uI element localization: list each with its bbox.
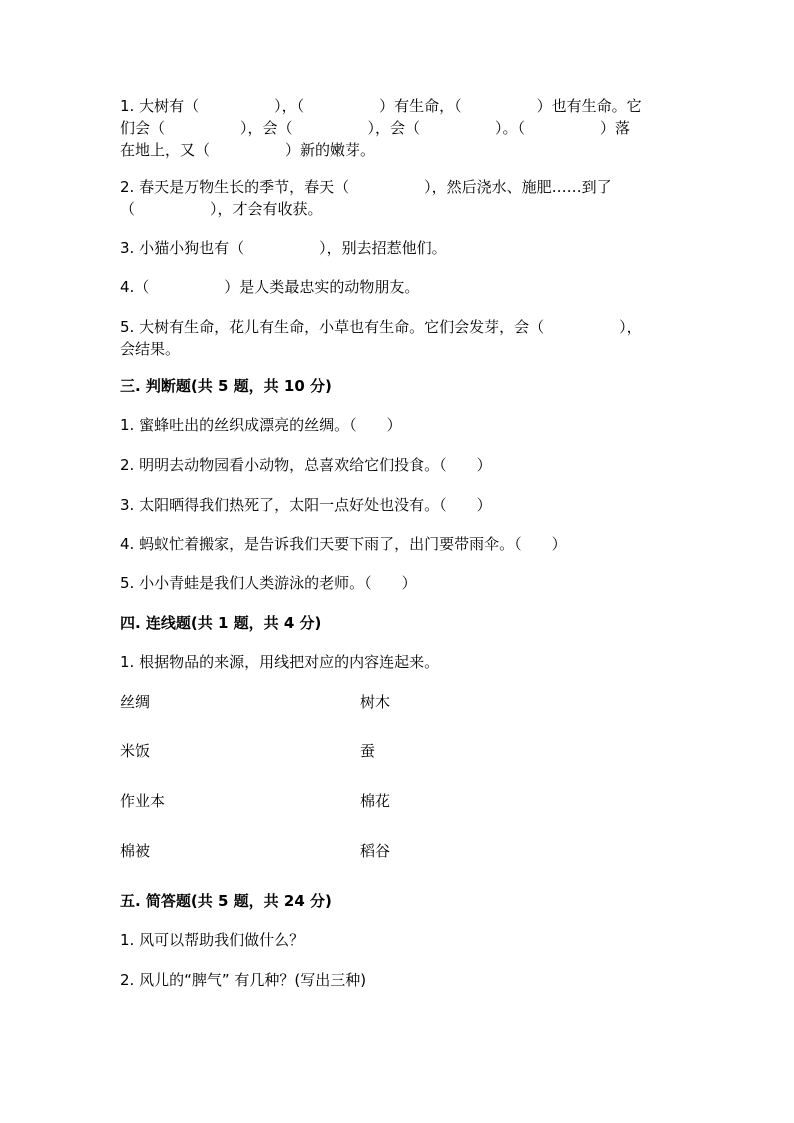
matching-heading: 四. 连线题(共 1 题，共 4 分) <box>120 614 322 632</box>
fill-q1-line1: 1. 大树有（ ），（ ）有生命，（ ）也有生命。它 <box>120 97 642 115</box>
matching-question: 1. 根据物品的来源，用线把对应的内容连起来。 <box>120 653 440 671</box>
fill-q5-line2: 会结果。 <box>120 340 181 358</box>
fill-q3: 3. 小猫小狗也有（ ），别去招惹他们。 <box>120 239 447 257</box>
matching-right-2: 蚕 <box>360 742 376 760</box>
fill-q1-line3: 在地上，又（ ）新的嫩芽。 <box>120 141 376 159</box>
fill-q5-line1: 5. 大树有生命，花儿有生命，小草也有生命。它们会发芽，会（ ）， <box>120 318 642 336</box>
judge-item-1: 1. 蜜蜂吐出的丝织成漂亮的丝绸。（ ） <box>120 416 402 434</box>
short-answer-item-2: 2. 风儿的“脾气” 有几种？(写出三种) <box>120 971 367 989</box>
matching-left-1: 丝绸 <box>120 693 151 711</box>
short-answer-item-1: 1. 风可以帮助我们做什么？ <box>120 931 305 949</box>
judge-heading: 三. 判断题(共 5 题，共 10 分) <box>120 377 332 395</box>
matching-right-3: 棉花 <box>360 792 391 810</box>
short-answer-heading: 五. 简答题(共 5 题，共 24 分) <box>120 892 332 910</box>
matching-left-2: 米饭 <box>120 742 151 760</box>
matching-right-1: 树木 <box>360 693 391 711</box>
fill-q2-line2: （ ），才会有收获。 <box>120 200 323 218</box>
judge-item-5: 5. 小小青蛙是我们人类游泳的老师。（ ） <box>120 574 417 592</box>
fill-q1-line2: 们会（ ），会（ ），会（ ）。（ ）落 <box>120 119 631 137</box>
judge-item-3: 3. 太阳晒得我们热死了，太阳一点好处也没有。（ ） <box>120 496 492 514</box>
judge-item-2: 2. 明明去动物园看小动物，总喜欢给它们投食。（ ） <box>120 456 492 474</box>
fill-q2-line1: 2. 春天是万物生长的季节，春天（ ），然后浇水、施肥……到了 <box>120 178 612 196</box>
judge-item-4: 4. 蚂蚁忙着搬家，是告诉我们天要下雨了，出门要带雨伞。（ ） <box>120 535 567 553</box>
fill-q4: 4.（ ）是人类最忠实的动物朋友。 <box>120 278 420 296</box>
matching-right-4: 稻谷 <box>360 842 391 860</box>
matching-left-3: 作业本 <box>120 792 166 810</box>
matching-left-4: 棉被 <box>120 842 151 860</box>
